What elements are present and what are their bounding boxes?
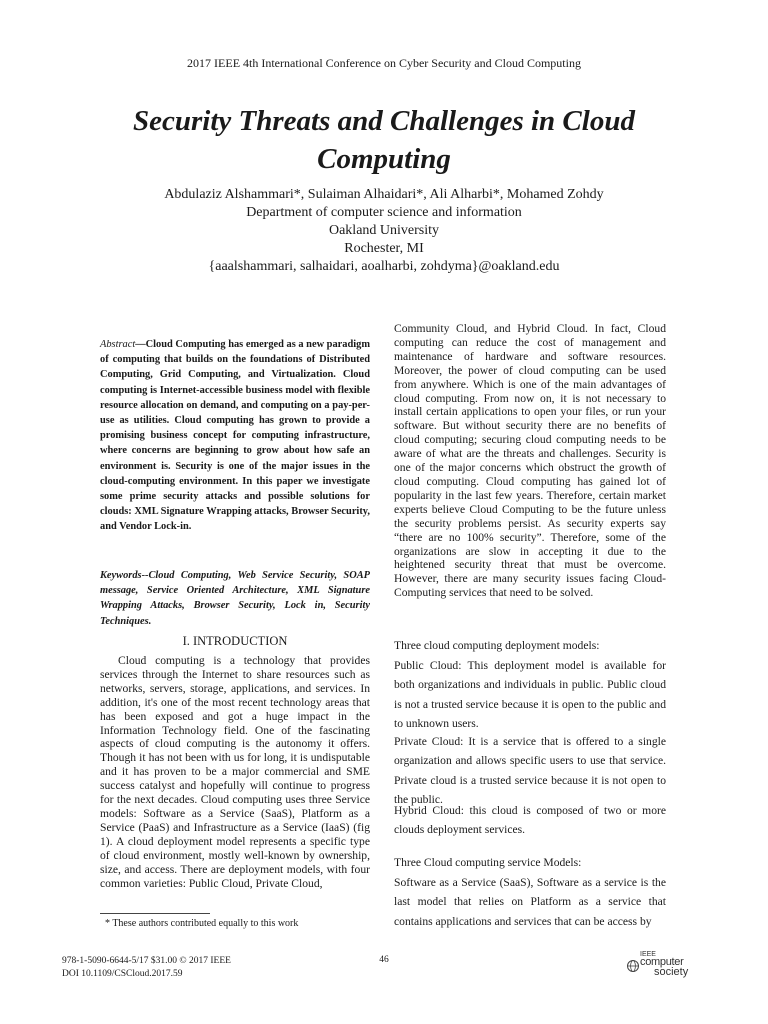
private-cloud-paragraph: Private Cloud: It is a service that is offered to a single organization and allows specific users to use that service. Private cloud is a trusted service because it is not open to the public. (394, 735, 666, 806)
logo-society-label: society (654, 966, 689, 978)
author-location: Rochester, MI (344, 241, 424, 256)
author-names: Abdulaziz Alshammari*, Sulaiman Alhaidari*, Ali Alharbi*, Mohamed Zohdy (164, 187, 604, 202)
right-column-continuation: Community Cloud, and Hybrid Cloud. In fact, Cloud computing can reduce the cost of management and maintenance of hardware and software resources. Moreover, the power of cloud computing can be used from anywhere. Which is one of the main advantages of cloud computing. From now on, it is not necessary to install certain applications to open your files, or run your software. But without security there are no benefits of cloud computing; securing cloud computing needs to be aware of what are the threats and challenges. Security is one of the major concerns which obstruct the growth of cloud computing. Cloud computing has gained lot of popularity in the last few years. Therefore, certain market experts believe Cloud Computing to be the future unless the security problems persist. As security experts say “there are no 100% security”. Therefore, some of the organizations are slow in accepting it due to the heightened security threat that must be overcome. However, there are many security issues facing Cloud-Computing services that need to be solved. (394, 322, 666, 600)
author-university: Oakland University (328, 223, 440, 238)
conference-header: 2017 IEEE 4th International Conference on Cyber Security and Cloud Computing (187, 56, 581, 70)
logo-computer-label: computer (640, 956, 684, 968)
abstract (100, 337, 370, 535)
author-block (0, 186, 768, 276)
ieee-computer-society-logo (626, 950, 706, 982)
abstract-text: —Cloud Computing has emerged as a new paradigm of computing that builds on the foundations of Distributed Computing, Grid Computing, and Virtualization. Cloud computing is Internet-accessible business model with flexible resource allocation on demand, and computing on a pay-per-use as utilities. Cloud computing has grown to provide a promising business concept for computing infrastructure, where concerns are beginning to grow about how safe an environment is. Security is one of the major issues in the cloud-computing environment. In this paper we investigate some prime security attacks and possible solutions for clouds: XML Signature Wrapping attacks, Browser Security, and Vendor Lock-in. (100, 339, 370, 533)
footer-publication-info (62, 955, 231, 981)
author-department: Department of computer science and information (246, 205, 522, 220)
logo-ieee-label: IEEE (640, 951, 656, 958)
paper-title: Security Threats and Challenges in Cloud Computing (133, 105, 635, 175)
globe-icon (626, 959, 640, 973)
saas-paragraph: Software as a Service (SaaS), Software as a service is the last model that relies on Platform as a service that contains applications and services that can be access by (394, 876, 666, 928)
footnote: * These authors contributed equally to this work (105, 918, 299, 929)
service-models-intro: Three Cloud computing service Models: (394, 856, 582, 869)
footer-isbn: 978-1-5090-6644-5/17 $31.00 © 2017 IEEE (62, 956, 231, 966)
introduction-paragraph: Cloud computing is a technology that provides services through the Internet to share resources such as networks, servers, storage, applications, and services. In addition, it's one of the most recent technology areas that has been exposed and got a huge impact in the Information Technology field. One of the fascinating aspects of cloud computing is the autonomy it offers. Though it has not been with us for long, it is undisputable and it has proven to be a major commercial and SME success catalyst and hopefully will continue to progress for the next decades. Cloud computing uses three Service models: Software as a Service (SaaS), Platform as a Service (PaaS) and Infrastructure as a Service (IaaS) (fig 1). A cloud deployment model represents a specific type of cloud environment, mostly well-known by ownership, size, and access. There are deployment models, with four common varieties: Public Cloud, Private Cloud, (100, 654, 370, 890)
footer-doi: DOI 10.1109/CSCloud.2017.59 (62, 969, 183, 979)
public-cloud-paragraph: Public Cloud: This deployment model is available for both organizations and individuals in public. Public cloud is not a trusted service because it is open to the public and to unknown users. (394, 659, 666, 730)
hybrid-cloud-paragraph: Hybrid Cloud: this cloud is composed of two or more clouds deployment services. (394, 804, 666, 837)
abstract-lead: Abstract (100, 339, 136, 350)
footnote-divider (100, 913, 210, 914)
section-heading-introduction: I. INTRODUCTION (182, 634, 288, 648)
author-emails: {aaalshammari, salhaidari, aoalharbi, zohdyma}@oakland.edu (208, 259, 560, 274)
deployment-models-intro: Three cloud computing deployment models: (394, 639, 600, 652)
page-number: 46 (379, 955, 389, 965)
introduction-text (100, 654, 370, 890)
keywords: Keywords--Cloud Computing, Web Service Security, SOAP message, Service Oriented Architecture, XML Signature Wrapping Attacks, Browser Security, Lock in, Security Techniques. (100, 570, 370, 627)
